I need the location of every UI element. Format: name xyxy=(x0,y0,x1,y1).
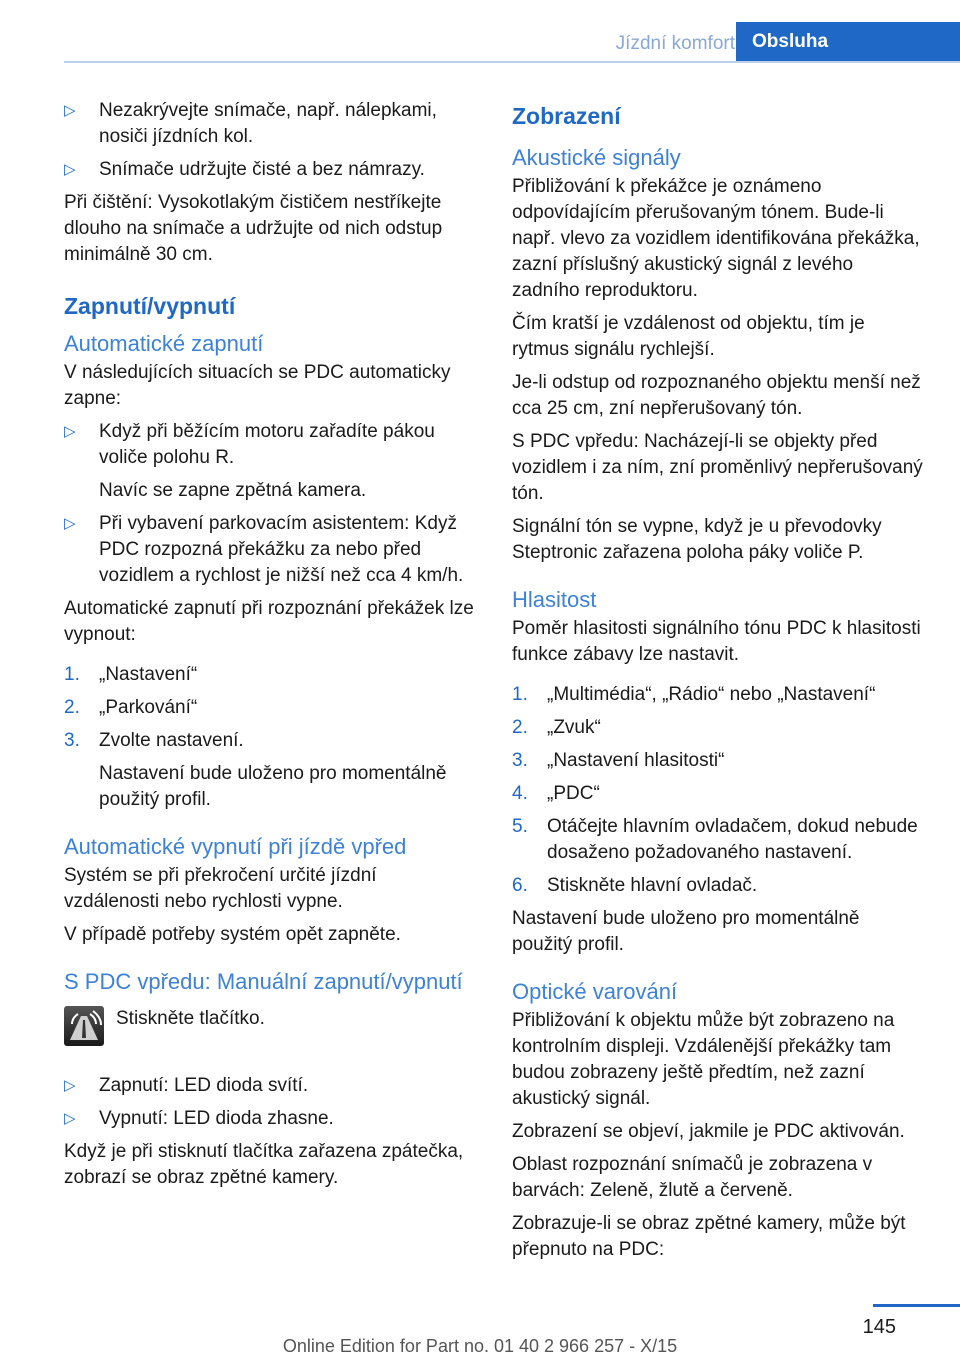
step-subtext: Nastavení bude uloženo pro momentálně použitý profil. xyxy=(99,763,447,810)
right-column xyxy=(512,98,924,1270)
step-item xyxy=(64,662,476,688)
list-item xyxy=(64,1106,476,1132)
list-item-text: Když při běžícím motoru zařadíte pákou voliče polohu R. xyxy=(99,421,435,468)
acoustic-paragraph-5: Signální tón se vypne, když je u převodovky Steptronic zařazena poloha páky voliče P. xyxy=(512,516,882,563)
auto-off-paragraph-1: Systém se při překročení určité jízdní vzdálenosti nebo rychlosti vypne. xyxy=(64,865,377,912)
step-text: „Parkování“ xyxy=(99,697,198,718)
triangle-right-icon: ▷ xyxy=(64,102,76,119)
step-item xyxy=(512,715,924,741)
acoustic-paragraph-3: Je-li odstup od rozpoznaného objektu menší než cca 25 cm, zní nepřerušovaný tón. xyxy=(512,372,921,419)
left-column xyxy=(64,98,476,1198)
step-text: „Multimédia“, „Rádio“ nebo „Nastavení“ xyxy=(547,684,876,705)
pdc-button-row xyxy=(64,1006,476,1060)
list-item-text: Snímače udržujte čisté a bez námrazy. xyxy=(99,159,425,180)
triangle-right-icon: ▷ xyxy=(64,161,76,178)
auto-on-intro: V následujících situacích se PDC automaticky zapne: xyxy=(64,362,451,409)
visual-paragraph-4: Zobrazuje-li se obraz zpětné kamery, může být přepnuto na PDC: xyxy=(512,1213,906,1260)
step-number: 1. xyxy=(64,664,80,685)
list-item-text: Vypnutí: LED dioda zhasne. xyxy=(99,1108,334,1129)
list-item xyxy=(64,1073,476,1099)
volume-saved: Nastavení bude uloženo pro momentálně použitý profil. xyxy=(512,908,860,955)
heading-auto-off-driving: Automatické vypnutí při jízdě vpřed xyxy=(64,834,407,859)
visual-paragraph-2: Zobrazení se objeví, jakmile je PDC aktivován. xyxy=(512,1121,905,1142)
step-text: Zvolte nastavení. xyxy=(99,730,244,751)
visual-paragraph-3: Oblast rozpoznání snímačů je zobrazena v barvách: Zeleně, žlutě a červeně. xyxy=(512,1154,873,1201)
step-number: 2. xyxy=(64,697,80,718)
list-item-text: Zapnutí: LED dioda svítí. xyxy=(99,1075,309,1096)
step-item xyxy=(512,873,924,899)
heading-auto-on: Automatické zapnutí xyxy=(64,331,264,356)
step-item xyxy=(64,728,476,813)
triangle-right-icon: ▷ xyxy=(64,1077,76,1094)
step-text: „Nastavení“ xyxy=(99,664,198,685)
header-divider xyxy=(64,61,960,63)
step-number: 2. xyxy=(512,717,528,738)
acoustic-paragraph-1: Přibližování k překážce je oznámeno odpovídajícím přerušovaným tónem. Bude-li např. vlevo za vozidlem identifikována překážka, zazní příslušný akustický signál z levého zadního reproduktoru. xyxy=(512,176,920,301)
acoustic-paragraph-4: S PDC vpředu: Nacházejí-li se objekty před vozidlem i za ním, zní proměnlivý nepřerušovaný tón. xyxy=(512,431,923,504)
list-item xyxy=(64,511,476,589)
acoustic-paragraph-2: Čím kratší je vzdálenost od objektu, tím je rytmus signálu rychlejší. xyxy=(512,313,865,360)
header-chapter-tab: Obsluha xyxy=(736,22,960,62)
footer-edition: Online Edition for Part no. 01 40 2 966 257 - X/15 xyxy=(282,1336,678,1356)
step-item xyxy=(512,748,924,774)
list-item xyxy=(64,98,476,150)
footer-accent-bar xyxy=(873,1304,960,1307)
list-item-text: Nezakrývejte snímače, např. nálepkami, nosiči jízdních kol. xyxy=(99,100,437,147)
heading-acoustic: Akustické signály xyxy=(512,145,681,170)
list-item-text: Při vybavení parkovacím asistentem: Když PDC rozpozná překážku za nebo před vozidlem a rychlost je nižší než cca 4 km/h. xyxy=(99,513,464,586)
step-number: 4. xyxy=(512,783,528,804)
heading-manual: S PDC vpředu: Manuální zapnutí/vypnutí xyxy=(64,969,463,994)
auto-off-paragraph-2: V případě potřeby systém opět zapněte. xyxy=(64,924,401,945)
press-button-text: Stiskněte tlačítko. xyxy=(116,1008,265,1029)
step-item xyxy=(512,814,924,866)
list-item xyxy=(64,419,476,504)
heading-volume: Hlasitost xyxy=(512,587,597,612)
cleaning-paragraph: Při čištění: Vysokotlakým čističem nestříkejte dlouho na snímače a udržujte od nich odstup minimálně 30 cm. xyxy=(64,192,443,265)
volume-intro: Poměr hlasitosti signálního tónu PDC k hlasitosti funkce zábavy lze nastavit. xyxy=(512,618,921,665)
step-text: Stiskněte hlavní ovladač. xyxy=(547,875,758,896)
step-item xyxy=(512,781,924,807)
list-item-subtext: Navíc se zapne zpětná kamera. xyxy=(99,480,367,501)
step-number: 1. xyxy=(512,684,528,705)
step-number: 6. xyxy=(512,875,528,896)
heading-display: Zobrazení xyxy=(512,103,621,129)
page-number: 145 xyxy=(862,1316,896,1338)
step-number: 5. xyxy=(512,816,528,837)
reverse-note: Když je při stisknutí tlačítka zařazena zpátečka, zobrazí se obraz zpětné kamery. xyxy=(64,1141,464,1188)
step-number: 3. xyxy=(64,730,80,751)
step-item xyxy=(512,682,924,708)
header-section-title: Jízdní komfort xyxy=(615,33,735,54)
list-item xyxy=(64,157,476,183)
step-text: „Nastavení hlasitosti“ xyxy=(547,750,725,771)
step-number: 3. xyxy=(512,750,528,771)
step-item xyxy=(64,695,476,721)
auto-off-text: Automatické zapnutí při rozpoznání překážek lze vypnout: xyxy=(64,598,474,645)
triangle-right-icon: ▷ xyxy=(64,515,76,532)
heading-onoff: Zapnutí/vypnutí xyxy=(64,293,236,319)
visual-paragraph-1: Přibližování k objektu může být zobrazeno na kontrolním displeji. Vzdálenější překážky tam budou zobrazeny ještě předtím, než zazní akustický signál. xyxy=(512,1010,895,1109)
step-text: „Zvuk“ xyxy=(547,717,601,738)
step-text: „PDC“ xyxy=(547,783,600,804)
triangle-right-icon: ▷ xyxy=(64,423,76,440)
pdc-button-icon xyxy=(64,1006,104,1046)
step-text: Otáčejte hlavním ovladačem, dokud nebude dosaženo požadovaného nastavení. xyxy=(547,816,918,863)
heading-visual: Optické varování xyxy=(512,979,678,1004)
triangle-right-icon: ▷ xyxy=(64,1110,76,1127)
